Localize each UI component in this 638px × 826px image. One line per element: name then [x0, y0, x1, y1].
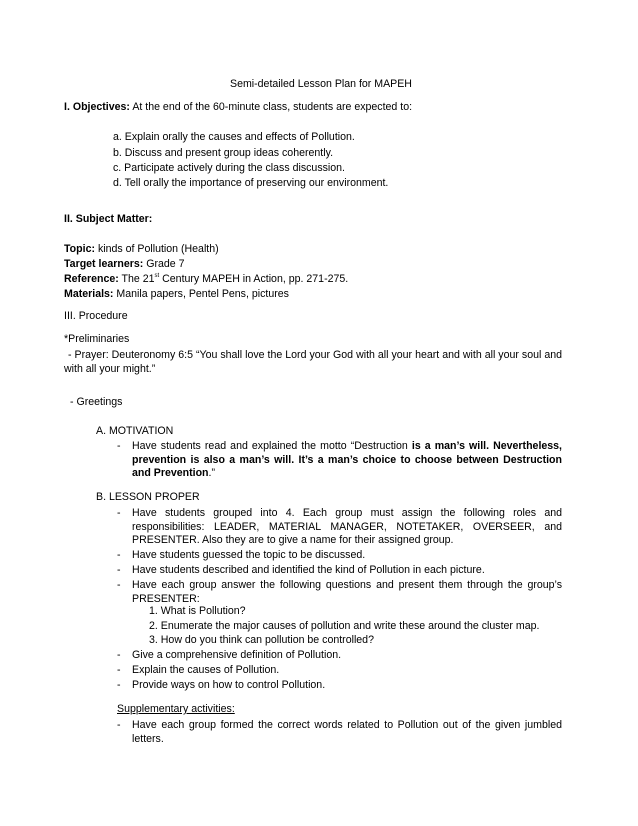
objectives-heading: I. Objectives: [64, 101, 130, 113]
list-item: Have each group formed the correct words related to Pollution out of the given jumbled letters. [132, 719, 562, 745]
list-item: Give a comprehensive definition of Pollution. [132, 649, 342, 661]
question-item: 1. What is Pollution? [149, 605, 246, 617]
procedure-heading: III. Procedure [64, 310, 128, 322]
reference-line [64, 273, 348, 287]
learners-value: Grade 7 [146, 258, 185, 270]
objective-item: a. Explain orally the causes and effects of Pollution. [113, 131, 355, 143]
list-dash: - [117, 664, 121, 676]
learners-label: Target learners: [64, 258, 144, 270]
topic-label: Topic: [64, 243, 95, 255]
reference-sup: st [154, 273, 160, 279]
objective-item: b. Discuss and present group ideas coherently. [113, 147, 334, 159]
motivation-text-end: .” [208, 467, 216, 479]
list-item: Have students described and identified the kind of Pollution in each picture. [132, 564, 485, 576]
list-dash: - [117, 507, 121, 519]
motivation-text-bold: is a man’s will. Nevertheless, prevention is also a man’s will. It’s a man’s choice to choose between Destruction and Prevention [132, 440, 563, 479]
greetings: - Greetings [70, 396, 123, 408]
motivation-dash: - [117, 440, 121, 452]
supplementary-heading: Supplementary activities: [117, 703, 235, 715]
list-item: Have students grouped into 4. Each group must assign the following roles and responsibilities: LEADER, MATERIAL MANAGER, NOTETAKER, OVERSEER, and PRESENTER. Also they are to give a name for their assigned group. [132, 507, 562, 546]
reference-pre: The 21 [121, 273, 155, 285]
learners-line [64, 258, 185, 272]
list-dash: - [117, 679, 121, 691]
objective-item: c. Participate actively during the class discussion. [113, 162, 345, 174]
reference-post: Century MAPEH in Action, pp. 271-275. [162, 273, 349, 285]
objectives-line [64, 101, 412, 115]
question-item: 3. How do you think can pollution be controlled? [149, 634, 374, 646]
prayer-paragraph: - Prayer: Deuteronomy 6:5 “You shall love the Lord your God with all your heart and with all your soul and with all your might.” [64, 349, 562, 375]
list-dash: - [117, 579, 121, 591]
lesson-proper-label: B. LESSON PROPER [96, 491, 200, 503]
list-item: Provide ways on how to control Pollution. [132, 679, 326, 691]
objectives-intro: At the end of the 60-minute class, students are expected to: [132, 101, 413, 113]
list-dash: - [117, 719, 121, 731]
materials-line [64, 288, 289, 302]
materials-label: Materials: [64, 288, 114, 300]
reference-label: Reference: [64, 273, 119, 285]
topic-value: kinds of Pollution (Health) [97, 243, 219, 255]
topic-line [64, 243, 219, 257]
list-item: Have each group answer the following questions and present them through the group’s PRESENTER: [132, 579, 562, 605]
subject-matter-heading [64, 213, 152, 227]
preliminaries: *Preliminaries [64, 333, 130, 345]
list-item: Explain the causes of Pollution. [132, 664, 280, 676]
question-item: 2. Enumerate the major causes of pollution and write these around the cluster map. [149, 620, 540, 632]
subject-matter-heading-text: II. Subject Matter: [64, 213, 153, 225]
objective-item: d. Tell orally the importance of preserving our environment. [113, 177, 389, 189]
motivation-text [132, 440, 562, 481]
page-title: Semi-detailed Lesson Plan for MAPEH [230, 78, 412, 90]
materials-value: Manila papers, Pentel Pens, pictures [116, 288, 289, 300]
motivation-text-plain: Have students read and explained the motto “Destruction [132, 440, 412, 452]
list-dash: - [117, 549, 121, 561]
motivation-label: A. MOTIVATION [96, 425, 174, 437]
list-dash: - [117, 564, 121, 576]
list-dash: - [117, 649, 121, 661]
list-item: Have students guessed the topic to be discussed. [132, 549, 366, 561]
